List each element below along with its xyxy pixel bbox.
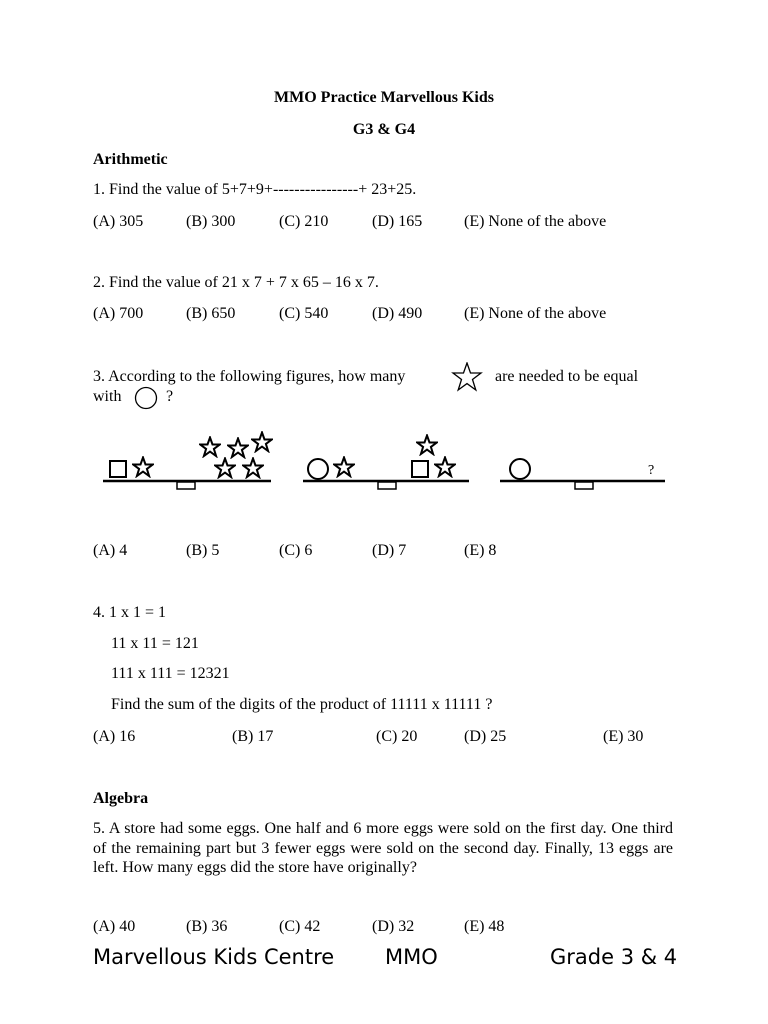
q2-option-d: (D) 490 xyxy=(372,305,423,322)
q5-option-e: (E) 48 xyxy=(464,918,505,935)
circle-icon xyxy=(134,386,160,410)
q2-option-a: (A) 700 xyxy=(93,305,144,322)
balance-3-circle xyxy=(510,459,530,479)
balance-2-fulcrum xyxy=(378,482,396,489)
balance-3-question-mark: ? xyxy=(648,463,655,478)
balance-2-right-star xyxy=(417,436,437,455)
question-4-line-3: 111 x 111 = 12321 xyxy=(111,665,230,682)
page-title: MMO Practice Marvellous Kids xyxy=(274,89,494,106)
q5-option-d: (D) 32 xyxy=(372,918,415,935)
balance-3-fulcrum xyxy=(575,482,593,489)
balance-1-right-star xyxy=(215,459,235,478)
question-4-line-2: 11 x 11 = 121 xyxy=(111,635,199,652)
balance-2 xyxy=(303,436,469,490)
q5-option-c: (C) 42 xyxy=(279,918,321,935)
question-3-text: 3. According to the following figures, how many xyxy=(93,368,406,385)
balance-1-right-star xyxy=(228,439,248,458)
star-icon xyxy=(451,362,483,392)
q3-option-d: (D) 7 xyxy=(372,542,407,559)
q3-option-c: (C) 6 xyxy=(279,542,313,559)
q1-option-d: (D) 165 xyxy=(372,213,423,230)
balance-figures xyxy=(0,425,768,497)
question-5-text: 5. A store had some eggs. One half and 6 more eggs were sold on the first day. One third of the remaining part but 3 fewer eggs were sold on the second day. Finally, 13 eggs are left. How many eggs did the store have originally? xyxy=(93,820,673,876)
balance-1 xyxy=(103,433,272,490)
balance-2-right-star xyxy=(435,458,455,477)
q5-option-b: (B) 36 xyxy=(186,918,228,935)
question-1-text: 1. Find the value of 5+7+9+----------------+ 23+25. xyxy=(93,181,417,198)
balance-2-square xyxy=(412,461,428,477)
q3-option-b: (B) 5 xyxy=(186,542,220,559)
question-3-question-mark: ? xyxy=(166,388,174,405)
section-heading-algebra: Algebra xyxy=(93,790,149,807)
q5-option-a: (A) 40 xyxy=(93,918,136,935)
q2-option-b: (B) 650 xyxy=(186,305,236,322)
balance-1-square xyxy=(110,461,126,477)
question-3-text-continued: are needed to be equal xyxy=(495,368,639,385)
footer-centre-name: Marvellous Kids Centre xyxy=(93,945,335,969)
q3-option-e: (E) 8 xyxy=(464,542,497,559)
question-3-with: with xyxy=(93,388,122,405)
question-4-question: Find the sum of the digits of the product of 11111 x 11111 ? xyxy=(111,696,493,713)
q4-option-b: (B) 17 xyxy=(232,728,274,745)
balance-3 xyxy=(500,459,665,489)
q4-option-a: (A) 16 xyxy=(93,728,136,745)
q1-option-a: (A) 305 xyxy=(93,213,144,230)
balance-1-left-star xyxy=(133,458,153,477)
q3-option-a: (A) 4 xyxy=(93,542,128,559)
balance-2-left-star xyxy=(334,458,354,477)
q2-option-e: (E) None of the above xyxy=(464,305,607,322)
balance-1-right-star xyxy=(200,438,220,457)
q4-option-c: (C) 20 xyxy=(376,728,418,745)
q1-option-e: (E) None of the above xyxy=(464,213,607,230)
footer-competition: MMO xyxy=(385,945,438,969)
page-subtitle: G3 & G4 xyxy=(352,121,416,138)
q4-option-e: (E) 30 xyxy=(603,728,644,745)
question-2-text: 2. Find the value of 21 x 7 + 7 x 65 – 16 x 7. xyxy=(93,274,379,291)
question-4-line-1: 4. 1 x 1 = 1 xyxy=(93,604,167,621)
q1-option-c: (C) 210 xyxy=(279,213,329,230)
q1-option-b: (B) 300 xyxy=(186,213,236,230)
balance-1-right-star xyxy=(243,459,263,478)
balance-2-circle xyxy=(308,459,328,479)
balance-1-right-star xyxy=(252,433,272,452)
balance-1-fulcrum xyxy=(177,482,195,489)
footer-grade: Grade 3 & 4 xyxy=(550,945,678,969)
section-heading-arithmetic: Arithmetic xyxy=(93,151,168,168)
q4-option-d: (D) 25 xyxy=(464,728,507,745)
q2-option-c: (C) 540 xyxy=(279,305,329,322)
